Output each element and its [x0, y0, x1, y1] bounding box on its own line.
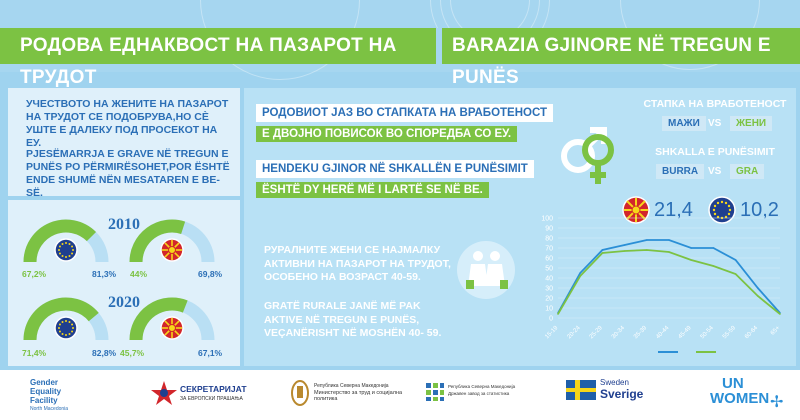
- gef-logo: [30, 378, 68, 414]
- gauge-2020-eu-star: [62, 321, 64, 323]
- intro-text-mk: УЧЕСТВОТО НА ЖЕНИТЕ НА ПАЗАРОТ НА ТРУДОТ СЕ ПОДОБРУВА,НО СÈ УШТЕ Е ДАЛЕКУ ПОД ПРОСЕКОТ НА ЕУ.: [26, 98, 229, 149]
- y-tick-label: 20: [545, 295, 553, 303]
- x-tick-label: 20-24: [566, 325, 582, 341]
- series-0-point: [668, 239, 670, 241]
- vs-mk: VS: [708, 118, 722, 129]
- series-0-point: [713, 247, 715, 249]
- y-tick-label: 100: [541, 215, 553, 223]
- secretariat-name: СЕКРЕТАРИЈАТ: [180, 384, 247, 394]
- gauge-2010-eu-star: [71, 246, 73, 248]
- gauge-2020-eu-star: [59, 324, 61, 326]
- gauge-2020-eu-women: 71,4%: [22, 348, 47, 358]
- series-0-point: [579, 272, 581, 274]
- y-tick-label: 60: [545, 255, 553, 263]
- secretariat-sub: ЗА ЕВРОПСКИ ПРАШАЊА: [180, 396, 243, 402]
- y-tick-label: 50: [545, 265, 553, 273]
- sweden-flag-icon: [566, 380, 596, 400]
- gauge-2010-eu-star: [71, 253, 73, 255]
- vs-sq: VS: [708, 166, 722, 177]
- series-0-point: [624, 244, 626, 246]
- un-label: UN: [722, 375, 744, 392]
- gauge-2020-eu-star: [69, 333, 71, 335]
- x-tick-label: 30-34: [610, 325, 627, 341]
- gauge-2020-eu-star: [65, 320, 67, 322]
- statistics-line2: Државен завод за статистика: [448, 391, 510, 396]
- x-tick-label: 15-19: [544, 325, 560, 341]
- un-women-logo: [710, 376, 769, 406]
- y-tick-label: 0: [549, 315, 553, 323]
- gauge-2020-eu-star: [71, 324, 73, 326]
- x-tick-label: 45-49: [677, 325, 693, 341]
- series-1-point: [690, 259, 692, 261]
- x-tick-label: 50-54: [699, 325, 715, 341]
- gef-line1: Gender: [30, 378, 59, 387]
- gauge-2020-mk-women: 45,7%: [120, 348, 145, 358]
- sverige-label: Sverige: [600, 387, 644, 401]
- gauge-2010-mk-sun: [169, 247, 176, 254]
- rate-heading-mk: СТАПКА НА ВРАБОТЕНОСТ: [643, 98, 787, 110]
- right-panel: [244, 88, 796, 366]
- gender-symbols-icon: [548, 118, 628, 188]
- y-tick-label: 10: [545, 305, 553, 313]
- series-1-point: [779, 313, 781, 315]
- series-0-point: [735, 259, 737, 261]
- women-label-sq: GRA: [730, 164, 764, 179]
- rural-text-mk: РУРАЛНИТЕ ЖЕНИ СЕ НАЈМАЛКУ АКТИВНИ НА ПАЗАРОТ НА ТРУДОТ, ОСОБЕНО НА ВОЗРАСТ 40-59.: [264, 244, 451, 283]
- intro-text-sq: PJESËMARRJA E GRAVE NË TREGUN E PUNËS PO PËRMIRËSOHET,POR ËSHTË ENDE SHUMË NËN MESATAREN E BE-SË.: [26, 148, 230, 199]
- gauge-2020-mk-sun: [169, 325, 176, 332]
- y-tick-label: 80: [545, 235, 553, 243]
- gauge-2020-eu-star: [62, 333, 64, 335]
- series-1-point: [646, 249, 648, 251]
- gauge-2020-eu-star: [69, 321, 71, 323]
- gef-line4: North Macedonia: [30, 406, 69, 412]
- gauge-2020-eu-star: [59, 331, 61, 333]
- gauge-2010-mk-men: 69,8%: [198, 269, 223, 279]
- eu-gap-value: 10,2: [740, 199, 779, 221]
- series-0-point: [646, 239, 648, 241]
- gap-mk-line2: Е ДВОЈНО ПОВИСОК ВО СПОРЕДБА СО ЕУ.: [256, 126, 517, 142]
- statistics-line1: Република Северна Македонија: [448, 384, 516, 389]
- gap-sq-line2: ËSHTË DY HERË MË I LARTË SE NË BE.: [256, 182, 489, 198]
- statistics-logo-icon: [425, 382, 445, 402]
- gef-line2: Equality: [30, 387, 62, 396]
- un-emblem-icon: ✢: [770, 394, 784, 411]
- gauge-2010-eu-men: 81,3%: [92, 269, 117, 279]
- gef-line3: Facility: [30, 396, 58, 405]
- y-tick-label: 70: [545, 245, 553, 253]
- series-line-0: [558, 240, 780, 313]
- year-2010: 2010: [108, 216, 140, 233]
- x-tick-label: 25-29: [588, 325, 604, 341]
- age-activity-line-chart: [534, 210, 790, 360]
- series-1-point: [757, 295, 759, 297]
- title-albanian: BARAZIA GJINORE NË TREGUN E PUNËS: [452, 35, 771, 88]
- gauge-2010-eu-star: [65, 256, 67, 258]
- gauge-2020-mk-men: 67,1%: [198, 348, 223, 358]
- series-0-point: [757, 287, 759, 289]
- rural-text-sq: GRATË RURALE JANË MË PAK AKTIVE NË TREGUN E PUNËS, VEÇANËRISHT NË MOSHËN 40- 59.: [264, 300, 442, 339]
- series-1-point: [735, 273, 737, 275]
- gauge-2020-eu-star: [72, 327, 74, 329]
- x-tick-label: 65+: [769, 325, 782, 337]
- series-1-point: [668, 251, 670, 253]
- women-label-mk: ЖЕНИ: [730, 116, 772, 131]
- series-1-point: [713, 265, 715, 267]
- men-label-mk: МАЖИ: [662, 116, 706, 131]
- gauge-2010-eu-star: [59, 253, 61, 255]
- y-tick-label: 40: [545, 275, 553, 283]
- gauge-2010-mk-women: 44%: [130, 269, 148, 279]
- secretariat-logo-icon: [150, 380, 178, 406]
- x-tick-label: 35-39: [633, 325, 649, 341]
- y-tick-label: 30: [545, 285, 553, 293]
- women-label: WOMEN: [710, 390, 770, 407]
- gauge-2010-eu-star: [58, 249, 60, 251]
- mk-gap-value: 21,4: [654, 199, 693, 221]
- sweden-label: Sweden: [600, 378, 629, 387]
- title-macedonian: РОДОВА ЕДНАКВОСТ НА ПАЗАРОТ НА ТРУДОТ: [20, 35, 397, 88]
- gap-mk-line1: РОДОВИОТ ЈАЗ ВО СТАПКАТА НА ВРАБОТЕНОСТ: [256, 104, 553, 122]
- series-line-1: [558, 250, 780, 314]
- left-intro-panel: [8, 88, 240, 199]
- x-tick-label: 60-64: [744, 325, 760, 341]
- gauge-2010-eu-star: [72, 249, 74, 251]
- gauge-2010-eu-star: [62, 243, 64, 245]
- series-1-point: [557, 313, 559, 315]
- footer: [0, 370, 800, 420]
- coat-of-arms-icon: [290, 378, 310, 408]
- series-1-point: [602, 252, 604, 254]
- ministry-line1: Република Северна Македонија: [314, 383, 389, 389]
- series-1-point: [579, 275, 581, 277]
- left-gauges-panel: [8, 200, 240, 366]
- series-0-point: [602, 249, 604, 251]
- year-2020: 2020: [108, 294, 140, 311]
- gauge-2020-eu-star: [58, 327, 60, 329]
- gauge-2010-eu-star: [69, 255, 71, 257]
- rate-heading-sq: SHKALLA E PUNËSIMIT: [655, 146, 775, 158]
- gauge-2020-eu-star: [71, 331, 73, 333]
- gauge-2010-eu-star: [59, 246, 61, 248]
- gauge-2020-eu-star: [65, 334, 67, 336]
- gauges-graphic: [8, 200, 240, 366]
- gauge-2020-eu-men: 82,8%: [92, 348, 117, 358]
- rural-women-icon: [456, 240, 516, 300]
- ministry-line2: Министерство за труд и социјална политика: [314, 390, 403, 402]
- men-label-sq: BURRA: [656, 164, 704, 179]
- series-0-point: [690, 247, 692, 249]
- series-1-point: [624, 250, 626, 252]
- x-tick-label: 40-44: [655, 325, 671, 341]
- gauge-2010-eu-women: 67,2%: [22, 269, 47, 279]
- y-tick-label: 90: [545, 225, 553, 233]
- x-tick-label: 55-59: [721, 325, 738, 341]
- gauge-2010-eu-star: [65, 242, 67, 244]
- gap-sq-line1: HENDEKU GJINOR NË SHKALLËN E PUNËSIMIT: [256, 160, 534, 178]
- gauge-2010-eu-star: [62, 255, 64, 257]
- gauge-2010-eu-star: [69, 243, 71, 245]
